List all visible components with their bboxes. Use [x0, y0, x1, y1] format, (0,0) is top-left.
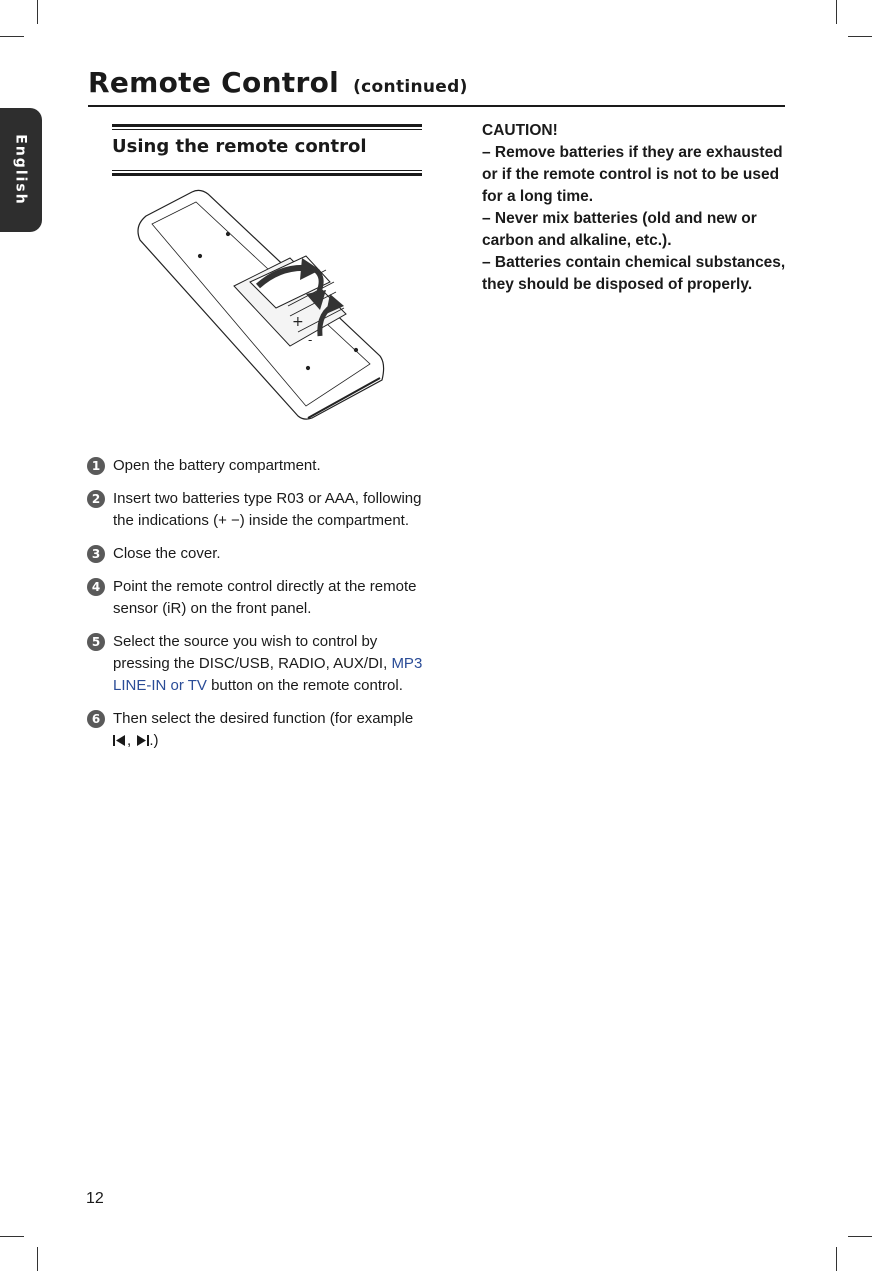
crop-mark: [37, 0, 38, 24]
step-item: [87, 708, 427, 752]
step-item: [87, 543, 427, 565]
language-tab-label: English: [13, 134, 30, 206]
step-number-badge: 4: [87, 578, 105, 596]
step-item: [87, 488, 427, 532]
step-text-after: .): [149, 732, 159, 749]
step-text: [113, 488, 427, 532]
page-title-suffix: (continued): [353, 77, 468, 97]
step-item: [87, 631, 427, 697]
step-item: [87, 455, 427, 477]
page-title: [88, 66, 468, 99]
crop-mark: [836, 1247, 837, 1271]
step-text-before: Insert two batteries type R03 or AAA, following the indications (: [113, 490, 422, 529]
step-text-before: Then select the desired function (for example: [113, 710, 414, 727]
step-number-badge: 5: [87, 633, 105, 651]
step-text: Close the cover.: [113, 545, 221, 562]
step-text: [113, 631, 427, 697]
step-text-before: Select the source you wish to control by pressing the DISC/USB, RADIO, AUX/DI,: [113, 633, 392, 672]
caution-item: – Remove batteries if they are exhausted or if the remote control is not to be used for a long time.: [482, 144, 783, 205]
step-item: [87, 576, 427, 620]
crop-mark: [0, 1236, 24, 1237]
caution-box: [482, 120, 787, 296]
page-number: 12: [86, 1190, 104, 1207]
crop-mark: [836, 0, 837, 24]
crop-mark: [0, 36, 24, 37]
crop-mark: [848, 1236, 872, 1237]
next-track-icon: [135, 734, 149, 747]
language-tab: [0, 108, 42, 232]
svg-text:-: -: [308, 333, 313, 347]
polarity-symbols: + −: [218, 512, 240, 529]
step-text: [113, 708, 427, 752]
highlighted-buttons-text: MP3 LINE-IN or TV: [113, 655, 423, 694]
icon-separator: ,: [127, 732, 132, 749]
section-heading: Using the remote control: [112, 136, 367, 157]
step-text: Point the remote control directly at the remote sensor (iR) on the front panel.: [113, 578, 417, 617]
section-divider-top: [112, 124, 422, 130]
caution-item: – Never mix batteries (old and new or carbon and alkaline, etc.).: [482, 210, 757, 249]
section-divider-bottom: [112, 170, 422, 176]
previous-track-icon: [113, 734, 127, 747]
step-number-badge: 6: [87, 710, 105, 728]
step-text: Open the battery compartment.: [113, 457, 321, 474]
caution-item: – Batteries contain chemical substances, they should be disposed of properly.: [482, 254, 786, 293]
step-number-badge: 1: [87, 457, 105, 475]
step-text-after: button on the remote control.: [206, 677, 403, 694]
title-divider: [88, 105, 785, 107]
remote-battery-illustration: [130, 186, 390, 426]
step-number-badge: 2: [87, 490, 105, 508]
caution-heading: CAUTION!: [482, 122, 558, 139]
crop-mark: [848, 36, 872, 37]
step-number-badge: 3: [87, 545, 105, 563]
step-text-after: ) inside the compartment.: [239, 512, 409, 529]
steps-list: [87, 455, 427, 763]
crop-mark: [37, 1247, 38, 1271]
svg-text:+: +: [292, 314, 304, 330]
page-title-text: Remote Control: [88, 66, 340, 99]
